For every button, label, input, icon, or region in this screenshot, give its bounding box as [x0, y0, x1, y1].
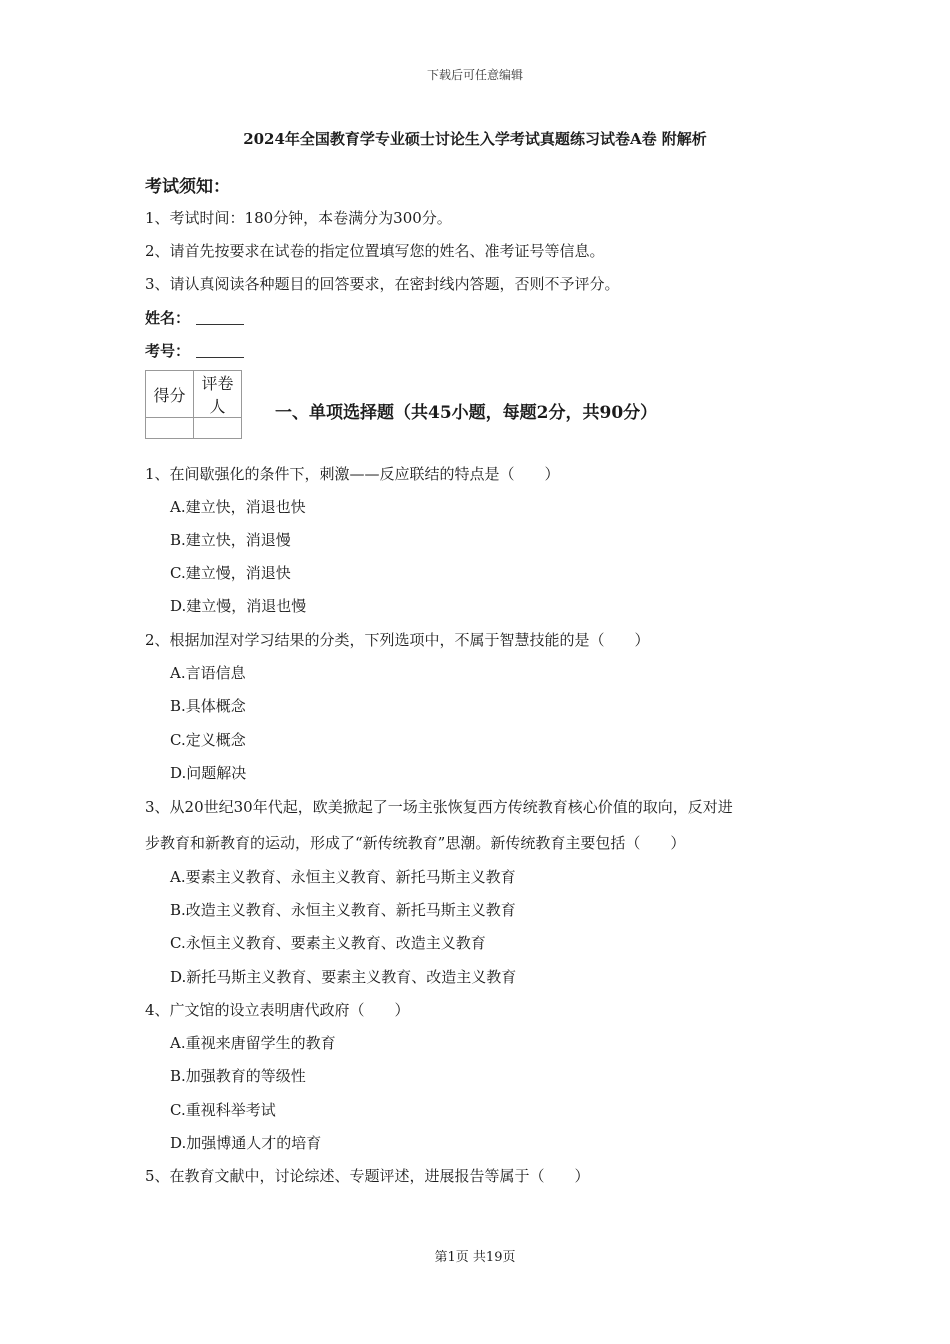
- page-header: 下载后可任意编辑: [426, 68, 523, 82]
- id-label: 考号：: [145, 342, 191, 360]
- option: C.重视科举考试: [170, 1101, 276, 1119]
- name-label: 姓名：: [145, 309, 191, 327]
- question-stem-continued: 步教育和新教育的运动，形成了“新传统教育”思潮。新传统教育主要包括（ ）: [145, 834, 686, 852]
- name-blank[interactable]: [196, 310, 244, 325]
- question-stem: 5、在教育文献中，讨论综述、专题评述，进展报告等属于（ ）: [145, 1167, 590, 1185]
- question-stem: 1、在间歇强化的条件下，刺激——反应联结的特点是（ ）: [145, 465, 560, 483]
- score-header: 得分: [146, 371, 194, 418]
- score-cell[interactable]: [146, 418, 194, 439]
- option: B.建立快，消退慢: [170, 531, 291, 549]
- option: A.重视来唐留学生的教育: [170, 1034, 336, 1052]
- grader-header: 评卷人: [194, 371, 242, 418]
- page-footer: 第1页 共19页: [434, 1250, 516, 1265]
- option: D.建立慢，消退也慢: [170, 597, 307, 615]
- question-stem: 2、根据加涅对学习结果的分类，下列选项中，不属于智慧技能的是（ ）: [145, 631, 650, 649]
- option: B.改造主义教育、永恒主义教育、新托马斯主义教育: [170, 901, 516, 919]
- option: D.加强博通人才的培育: [170, 1134, 322, 1152]
- notice-heading: 考试须知：: [145, 177, 230, 197]
- option: B.具体概念: [170, 697, 246, 715]
- notice-item: 1、考试时间：180分钟，本卷满分为300分。: [145, 209, 452, 227]
- name-field: [145, 307, 244, 328]
- option: D.问题解决: [170, 764, 247, 782]
- option: A.要素主义教育、永恒主义教育、新托马斯主义教育: [170, 868, 516, 886]
- score-table: [145, 370, 242, 439]
- grader-cell[interactable]: [194, 418, 242, 439]
- option: C.永恒主义教育、要素主义教育、改造主义教育: [170, 934, 486, 952]
- notice-item: 3、请认真阅读各种题目的回答要求，在密封线内答题，否则不予评分。: [145, 275, 620, 293]
- exam-title: 2024年全国教育学专业硕士讨论生入学考试真题练习试卷A卷 附解析: [243, 130, 707, 148]
- option: A.言语信息: [170, 664, 246, 682]
- question-stem: 4、广文馆的设立表明唐代政府（ ）: [145, 1001, 410, 1019]
- id-field: [145, 340, 244, 361]
- notice-item: 2、请首先按要求在试卷的指定位置填写您的姓名、准考证号等信息。: [145, 242, 605, 260]
- option: C.定义概念: [170, 731, 246, 749]
- option: D.新托马斯主义教育、要素主义教育、改造主义教育: [170, 968, 517, 986]
- id-blank[interactable]: [196, 343, 244, 358]
- question-stem: 3、从20世纪30年代起，欧美掀起了一场主张恢复西方传统教育核心价值的取向，反对进: [145, 798, 733, 816]
- option: A.建立快，消退也快: [170, 498, 306, 516]
- option: C.建立慢，消退快: [170, 564, 291, 582]
- option: B.加强教育的等级性: [170, 1067, 306, 1085]
- section-title: 一、单项选择题（共45小题，每题2分，共90分）: [275, 403, 658, 423]
